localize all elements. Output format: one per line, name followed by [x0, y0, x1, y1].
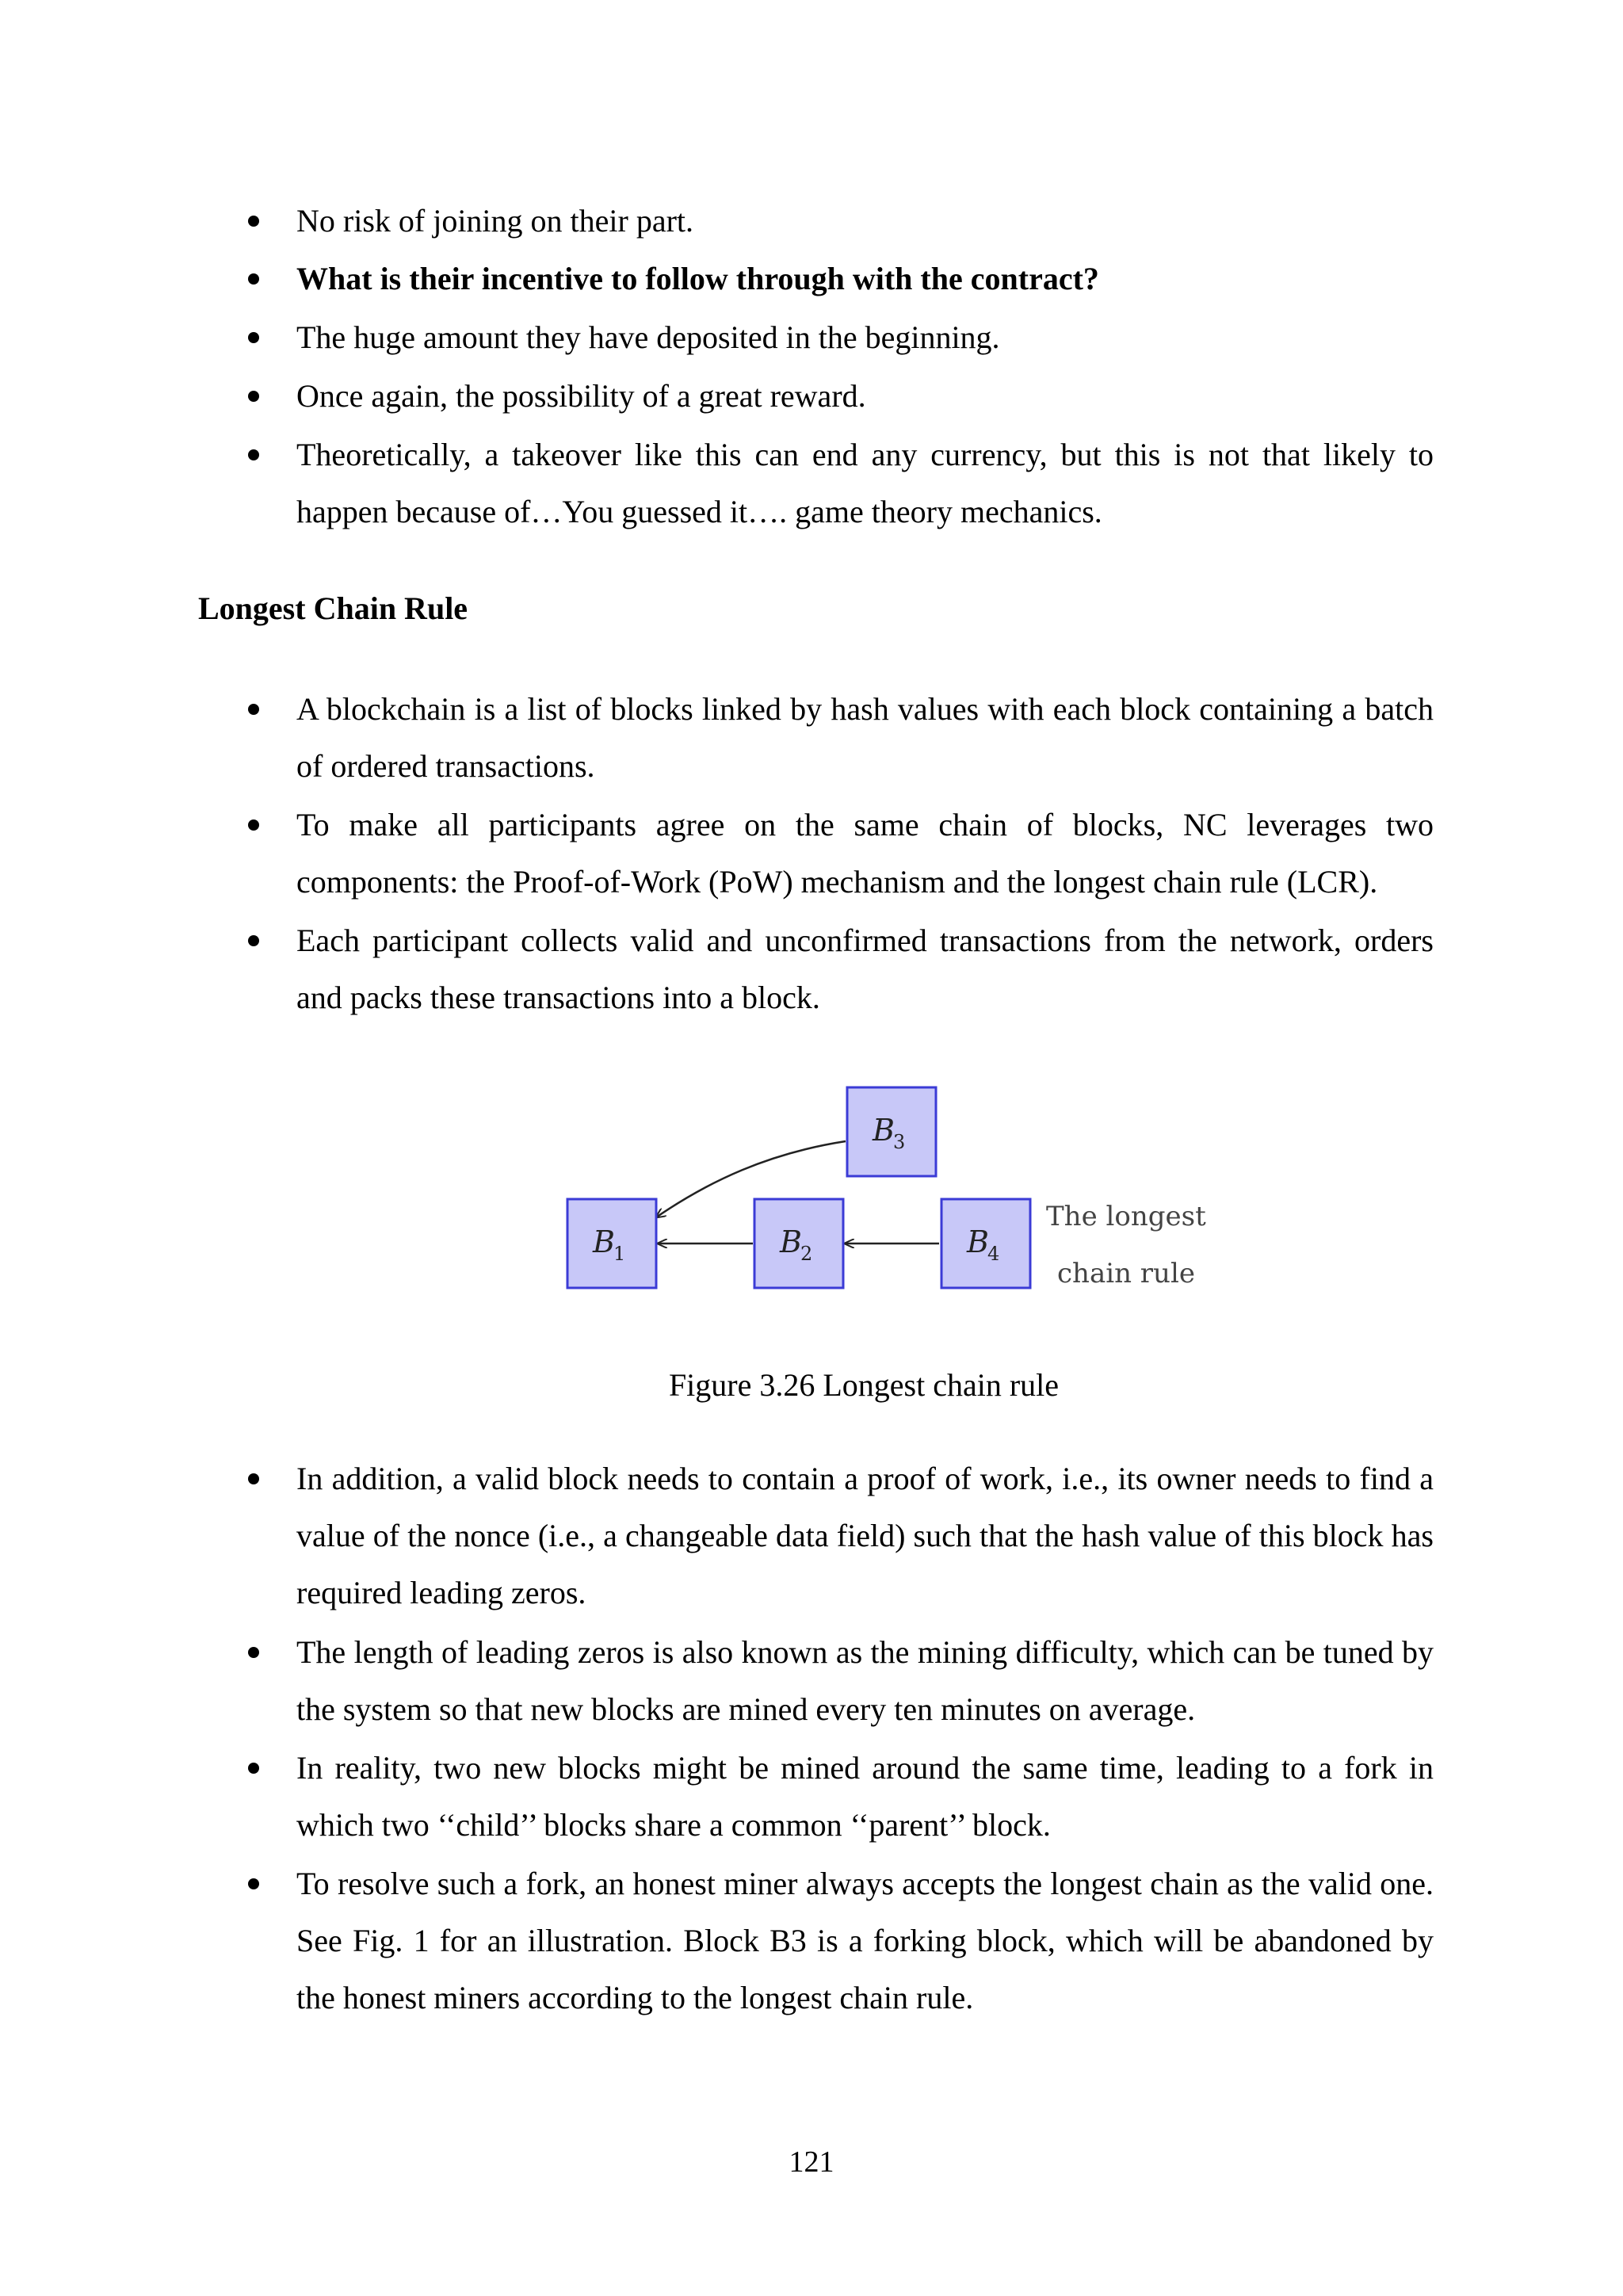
annotation-line-1: The longest	[1046, 1201, 1206, 1232]
bullet-icon	[248, 1647, 259, 1658]
list-item-text: No risk of joining on their part.	[296, 203, 694, 239]
block-b4	[941, 1199, 1030, 1288]
list-item-text: The length of leading zeros is also known as the mining difficulty, which can be tuned by the system so that new blocks are mined every ten minutes on average.	[296, 1634, 1434, 1727]
list-item-text: In reality, two new blocks might be mined around the same time, leading to a fork in which two ‘‘child’’ blocks share a common ‘‘parent’’ block.	[296, 1750, 1434, 1843]
bullet-icon	[248, 273, 259, 285]
block-letter: B	[593, 1224, 615, 1259]
annotation-line-2: chain rule	[1057, 1258, 1195, 1289]
list-item-text: In addition, a valid block needs to contain a proof of work, i.e., its owner needs to find a value of the nonce (i.e., a changeable data field) such that the hash value of this block has required leading zeros.	[296, 1461, 1434, 1610]
bullet-icon	[248, 216, 259, 227]
block-subscript: 1	[613, 1243, 626, 1265]
block-letter: B	[780, 1224, 802, 1259]
bullet-icon	[248, 332, 259, 343]
block-subscript: 4	[987, 1243, 1000, 1265]
bullet-icon	[248, 1473, 259, 1484]
block-b2	[754, 1199, 843, 1288]
list-item-text: To resolve such a fork, an honest miner always accepts the longest chain as the valid one. See Fig. 1 for an illustration. Block B3 is a forking block, which will be abandoned by the honest miners according to the longest chain rule.	[296, 1866, 1434, 2015]
list-item-text: Theoretically, a takeover like this can end any currency, but this is not that likely to happen because of…You guessed it…. game theory mechanics.	[296, 437, 1434, 529]
longest-chain-figure	[0, 1062, 1623, 1300]
page-number: 121	[789, 2145, 834, 2179]
bullet-icon	[248, 935, 259, 946]
list-item-text: A blockchain is a list of blocks linked by hash values with each block containing a batch of ordered transactions.	[296, 691, 1434, 784]
block-letter: B	[873, 1113, 895, 1148]
bullet-icon	[248, 1878, 259, 1889]
list-item-text: Once again, the possibility of a great reward.	[296, 378, 866, 414]
list-item-text: What is their incentive to follow through with the contract?	[296, 261, 1099, 296]
bullet-icon	[248, 449, 259, 460]
bullet-icon	[248, 391, 259, 402]
list-item-text: To make all participants agree on the same chain of blocks, NC leverages two components: the Proof-of-Work (PoW) mechanism and the longest chain rule (LCR).	[296, 807, 1434, 900]
section-heading: Longest Chain Rule	[198, 590, 468, 626]
figure-caption: Figure 3.26 Longest chain rule	[668, 1367, 1060, 1403]
block-subscript: 3	[893, 1131, 906, 1153]
block-letter: B	[967, 1224, 989, 1259]
bullet-icon	[248, 1763, 259, 1774]
block-b3	[847, 1087, 936, 1176]
bullet-icon	[248, 704, 259, 715]
list-item-text: Each participant collects valid and unconfirmed transactions from the network, orders and packs these transactions into a block.	[296, 923, 1434, 1015]
bullet-icon	[248, 819, 259, 831]
block-subscript: 2	[800, 1243, 813, 1265]
list-item-text: The huge amount they have deposited in the beginning.	[296, 319, 1000, 355]
block-b1	[567, 1199, 656, 1288]
chain-diagram	[0, 1062, 1623, 1300]
